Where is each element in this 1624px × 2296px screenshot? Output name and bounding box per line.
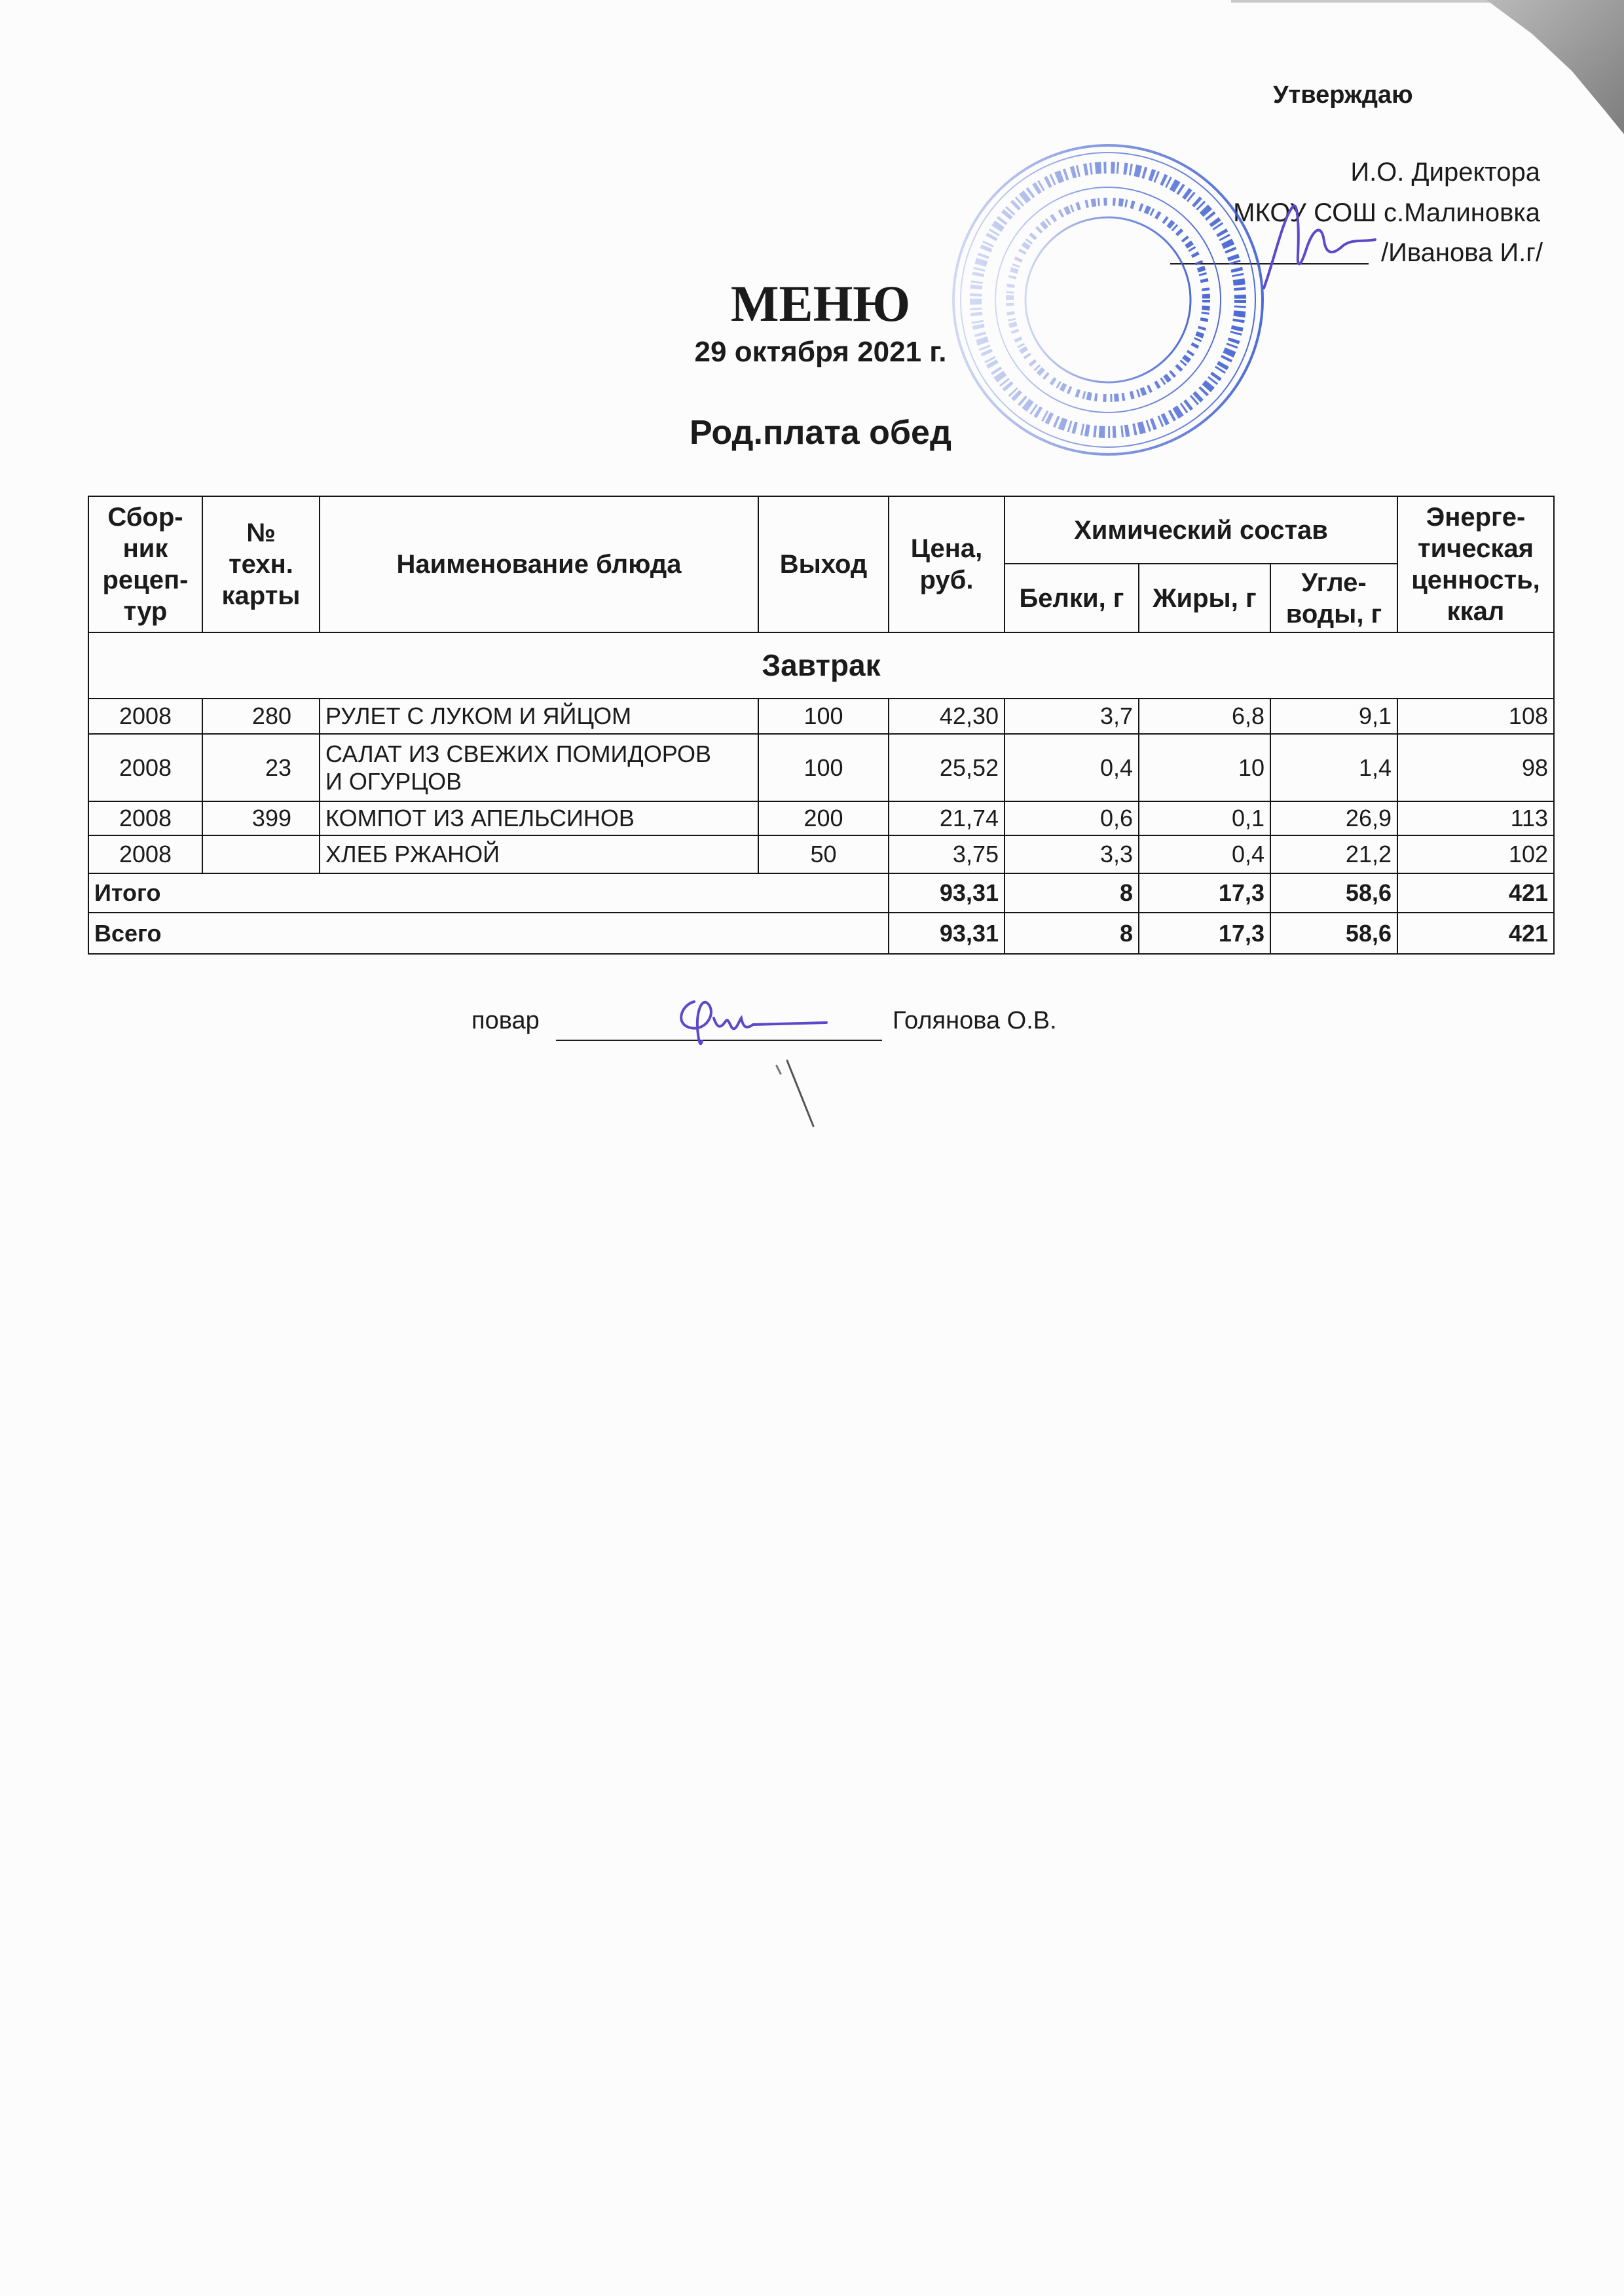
subtotal-carbs: 58,6	[1270, 873, 1397, 913]
header-tech-card: № техн. карты	[202, 496, 320, 632]
subtotal-proteins: 8	[1005, 873, 1139, 913]
subtotal-price: 93,31	[889, 873, 1005, 913]
subtotal-fats: 17,3	[1139, 873, 1270, 913]
cell-energy: 113	[1397, 801, 1554, 835]
header-carbs: Угле- воды, г	[1270, 564, 1397, 632]
cell-carbs: 9,1	[1270, 699, 1397, 734]
total-label: Всего	[88, 913, 889, 954]
cell-dish: ХЛЕБ РЖАНОЙ	[320, 835, 758, 873]
cell-tech-card: 280	[202, 699, 320, 734]
cell-fats: 6,8	[1139, 699, 1270, 734]
header-fats: Жиры, г	[1139, 564, 1270, 632]
total-proteins: 8	[1005, 913, 1139, 954]
cell-collection: 2008	[88, 835, 202, 873]
cell-dish: РУЛЕТ С ЛУКОМ И ЯЙЦОМ	[320, 699, 758, 734]
table-row	[88, 699, 1554, 734]
cell-carbs: 21,2	[1270, 835, 1397, 873]
table-row	[88, 801, 1554, 835]
header-chemical-composition: Химический состав	[1005, 496, 1397, 564]
cell-tech-card: 23	[202, 734, 320, 801]
header-price: Цена, руб.	[889, 496, 1005, 632]
section-breakfast: Завтрак	[88, 632, 1554, 699]
header-row	[88, 496, 1554, 564]
total-carbs: 58,6	[1270, 913, 1397, 954]
cell-energy: 102	[1397, 835, 1554, 873]
subtotal-row	[88, 873, 1554, 913]
cell-price: 42,30	[889, 699, 1005, 734]
header-output: Выход	[758, 496, 889, 632]
page-title: МЕНЮ	[730, 275, 911, 332]
header-dish-name: Наименование блюда	[320, 496, 758, 632]
approver-position: И.О. Директора	[1350, 158, 1540, 187]
total-row	[88, 913, 1554, 954]
menu-subtitle: Род.плата обед	[690, 414, 951, 452]
cell-proteins: 3,7	[1005, 699, 1139, 734]
cell-proteins: 0,6	[1005, 801, 1139, 835]
cell-price: 25,52	[889, 734, 1005, 801]
cell-output: 100	[758, 734, 889, 801]
cell-output: 50	[758, 835, 889, 873]
cell-carbs: 26,9	[1270, 801, 1397, 835]
cell-dish: САЛАТ ИЗ СВЕЖИХ ПОМИДОРОВ И ОГУРЦОВ	[320, 734, 758, 801]
cell-dish: КОМПОТ ИЗ АПЕЛЬСИНОВ	[320, 801, 758, 835]
cell-fats: 0,4	[1139, 835, 1270, 873]
total-energy: 421	[1397, 913, 1554, 954]
director-name: /Иванова И.г/	[1381, 238, 1543, 267]
cell-energy: 108	[1397, 699, 1554, 734]
cook-signature	[655, 982, 851, 1139]
table-row	[88, 835, 1554, 873]
cell-collection: 2008	[88, 699, 202, 734]
cell-price: 3,75	[889, 835, 1005, 873]
header-energy: Энерге- тическая ценность, ккал	[1397, 496, 1554, 632]
cell-collection: 2008	[88, 801, 202, 835]
cell-output: 100	[758, 699, 889, 734]
cell-energy: 98	[1397, 734, 1554, 801]
cell-fats: 10	[1139, 734, 1270, 801]
cell-tech-card: 399	[202, 801, 320, 835]
cell-proteins: 0,4	[1005, 734, 1139, 801]
cell-tech-card	[202, 835, 320, 873]
header-collection: Сбор- ник рецеп- тур	[88, 496, 202, 632]
total-fats: 17,3	[1139, 913, 1270, 954]
section-row	[88, 632, 1554, 699]
approval-label: Утверждаю	[1273, 81, 1413, 109]
cell-price: 21,74	[889, 801, 1005, 835]
cell-collection: 2008	[88, 734, 202, 801]
subtotal-label: Итого	[88, 873, 889, 913]
organization-name: МКОУ СОШ с.Малиновка	[1233, 198, 1540, 227]
menu-table	[88, 496, 1555, 955]
header-proteins: Белки, г	[1005, 564, 1139, 632]
cook-label: повар	[471, 1007, 540, 1034]
menu-date: 29 октября 2021 г.	[694, 336, 947, 368]
cell-carbs: 1,4	[1270, 734, 1397, 801]
cell-fats: 0,1	[1139, 801, 1270, 835]
table-row	[88, 734, 1554, 801]
cell-proteins: 3,3	[1005, 835, 1139, 873]
cell-output: 200	[758, 801, 889, 835]
subtotal-energy: 421	[1397, 873, 1554, 913]
total-price: 93,31	[889, 913, 1005, 954]
cook-name: Голянова О.В.	[893, 1007, 1057, 1034]
